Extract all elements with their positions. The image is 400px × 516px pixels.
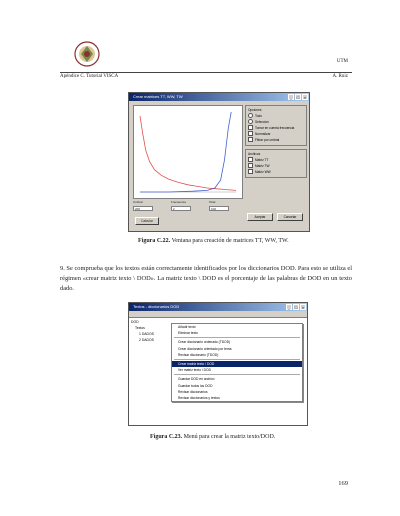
series-line-1 bbox=[140, 116, 236, 190]
body-paragraph: 9. Se comprueba que los textos están correctamente identificados por los diccionarios DOD. Para esto se utiliza el régimen «crear matriz texto \ DOD». La matriz texto \ DOD es el porcentaje de las palabras de DOD en un texto dado. bbox=[60, 265, 352, 292]
tree-node-1[interactable]: 1 DADOS bbox=[139, 332, 154, 336]
header-institution: UTM bbox=[336, 59, 348, 64]
menu-item[interactable]: Crear matriz texto \ DOD bbox=[172, 361, 302, 367]
matrix-window bbox=[128, 92, 310, 232]
maximize-icon[interactable]: □ bbox=[294, 305, 298, 310]
dod-window bbox=[128, 302, 308, 426]
radio-selection[interactable] bbox=[248, 119, 253, 124]
check-matrix-tt-label: Matriz TT bbox=[255, 157, 269, 162]
check-normalize-label: Normalizar bbox=[255, 131, 271, 136]
options-group-title: Opciones bbox=[248, 108, 262, 112]
menu-item[interactable]: Crear diccionario ordenado (TDOD) bbox=[178, 340, 231, 345]
radio-all[interactable] bbox=[248, 113, 253, 118]
figure2-caption bbox=[150, 434, 275, 440]
university-logo bbox=[72, 40, 102, 68]
field-input-1[interactable]: 200 bbox=[133, 206, 153, 211]
ok-button[interactable]: Aceptar bbox=[247, 213, 273, 221]
window-title: Crear matrices TT, WW, TW bbox=[133, 94, 183, 99]
parameter-fields bbox=[133, 200, 241, 214]
maximize-icon[interactable]: □ bbox=[296, 95, 300, 100]
options-group bbox=[245, 105, 307, 146]
tree-node-texts[interactable]: Textos bbox=[135, 326, 145, 330]
check-matrix-tt[interactable] bbox=[248, 157, 253, 162]
check-threshold[interactable] bbox=[248, 137, 253, 142]
figure1-caption-label: Figura C.22. bbox=[138, 238, 171, 244]
header-left-text: Apéndice C. Tutorial VISCA bbox=[60, 74, 119, 79]
check-matrix-ww[interactable] bbox=[248, 169, 253, 174]
menu-item[interactable]: Revisar diccionarios y textos bbox=[178, 395, 220, 400]
figure1-caption bbox=[138, 238, 289, 244]
field-input-3[interactable]: 100 bbox=[209, 206, 229, 211]
menu-item[interactable]: Añadir texto bbox=[178, 325, 196, 329]
menu-item[interactable]: Crear diccionario orientado por tema bbox=[178, 346, 232, 351]
window2-titlebar bbox=[129, 303, 307, 311]
window2-toolbar bbox=[129, 311, 307, 318]
tree-node-2[interactable]: 2 DADOS bbox=[139, 338, 154, 342]
field-label-3: Total bbox=[209, 200, 216, 204]
close-icon[interactable]: × bbox=[301, 305, 305, 310]
files-group-title: Archivos bbox=[248, 152, 261, 156]
chart-svg bbox=[134, 106, 242, 198]
menu-separator bbox=[174, 359, 300, 360]
menu-separator bbox=[174, 337, 300, 338]
figure2-caption-text: Menú para crear la matriz texto/DOD. bbox=[183, 434, 276, 440]
minimize-icon[interactable]: _ bbox=[289, 95, 293, 100]
cancel-button[interactable]: Cancelar bbox=[277, 213, 303, 221]
field-label-2: Frecuencia bbox=[171, 200, 186, 204]
window2-title: Textos - diccionarios DOD bbox=[133, 304, 180, 309]
figure1-caption-text: Ventana para creación de matrices TT, WW, TW. bbox=[171, 238, 289, 244]
series-line-2 bbox=[140, 112, 231, 192]
frequency-plot bbox=[133, 105, 243, 199]
figure2-caption-label: Figura C.23. bbox=[150, 434, 183, 440]
menu-item[interactable]: Revisar diccionarios bbox=[178, 389, 208, 394]
check-frequency[interactable] bbox=[248, 125, 253, 130]
menu-item[interactable]: Guardar DOD en archivo bbox=[178, 377, 215, 382]
options-panel bbox=[245, 105, 307, 219]
menu-item[interactable]: Revisar diccionario (TDOD) bbox=[178, 352, 219, 357]
field-input-2[interactable]: 2 bbox=[171, 206, 191, 211]
check-matrix-ww-label: Matriz WW bbox=[255, 169, 271, 174]
menu-item[interactable]: Ver matriz texto \ DOD bbox=[178, 368, 211, 373]
menu-separator bbox=[174, 374, 300, 375]
radio-selection-label: Seleccion bbox=[255, 119, 269, 124]
dod-tree bbox=[131, 319, 154, 343]
calculate-button[interactable]: Calcular bbox=[135, 217, 159, 225]
check-matrix-tw-label: Matriz TW bbox=[255, 163, 270, 168]
check-matrix-tw[interactable] bbox=[248, 163, 253, 168]
field-label-1: Umbral bbox=[133, 200, 143, 204]
radio-all-label: Todo bbox=[255, 113, 262, 118]
header-author: A. Ruiz bbox=[332, 74, 348, 79]
menu-item[interactable]: Eliminar texto bbox=[178, 331, 198, 336]
window-titlebar bbox=[129, 93, 309, 101]
menu-item[interactable]: Guardar todos los DOD bbox=[178, 383, 213, 388]
header-rule bbox=[60, 72, 352, 73]
check-threshold-label: Filtrar por umbral bbox=[255, 137, 280, 142]
check-normalize[interactable] bbox=[248, 131, 253, 136]
context-menu bbox=[171, 323, 303, 402]
minimize-icon[interactable]: _ bbox=[287, 305, 291, 310]
close-icon[interactable]: × bbox=[303, 95, 307, 100]
check-frequency-label: Tomar en cuenta frecuencia bbox=[255, 125, 295, 130]
page-number: 169 bbox=[338, 480, 348, 487]
tree-root[interactable]: DOD bbox=[131, 320, 139, 324]
files-group bbox=[245, 149, 307, 178]
